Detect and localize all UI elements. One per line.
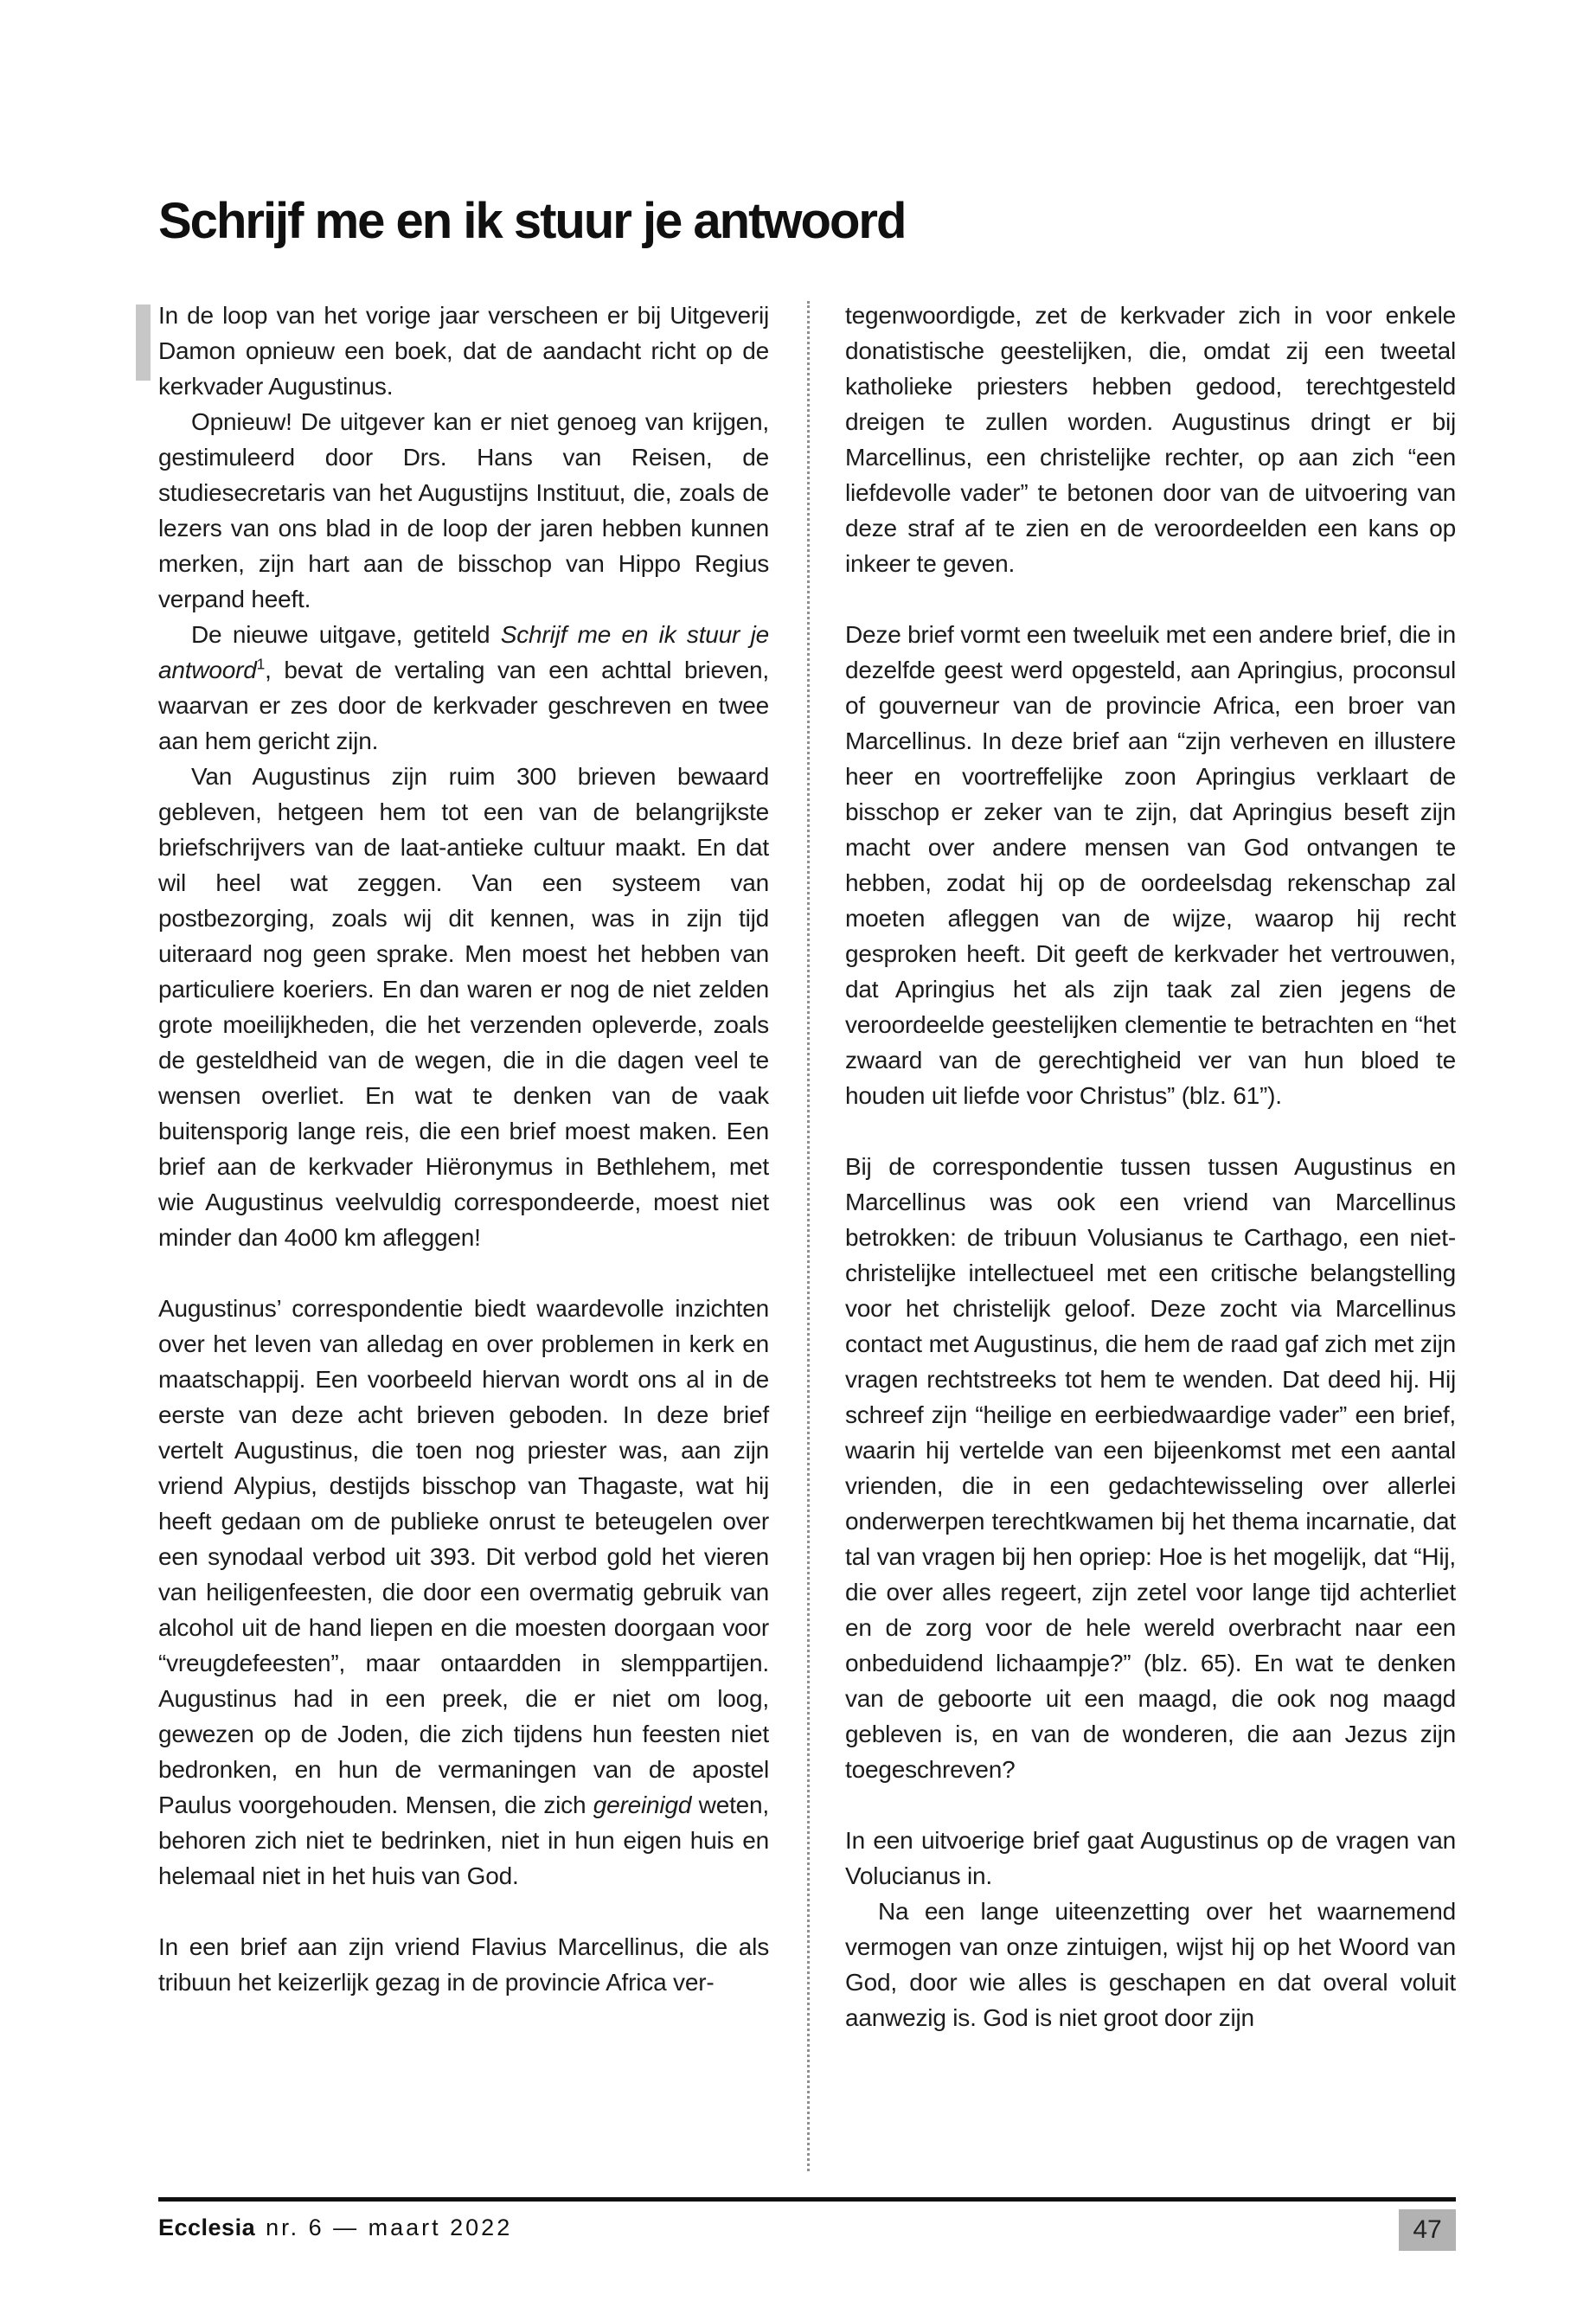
text-segment: Opnieuw! De uitgever kan er niet genoeg van krijgen, gestimuleerd door Drs. Hans van Reisen, de studiesecretaris van het Augustijns Instituut, die, zoals de lezers van ons blad in de loop der jaren hebben kunnen merken, zijn hart aan de bisschop van Hippo Regius verpand heeft. <box>158 408 769 612</box>
text-segment: Van Augustinus zijn ruim 300 brieven bewaard gebleven, hetgeen hem tot een van de belangrijkste briefschrijvers van de laat-antieke cultuur maakt. En dat wil heel wat zeggen. Van een systeem van postbezorging, zoals wij dit kennen, was in zijn tijd uiteraard nog geen sprake. Men moest het hebben van particuliere koeriers. En dan waren er nog de niet zelden grote moeilijkheden, die het verzenden opleverde, zoals de gesteldheid van de wegen, die in die dagen veel te wensen overliet. En wat te denken van de vaak buitensporig lange reis, die een brief moest maken. Een brief aan de kerkvader Hiëronymus in Bethlehem, met wie Augustinus veelvuldig correspondeerde, moest niet minder dan 4o00 km afleggen! <box>158 763 769 1251</box>
text-segment: De nieuwe uitgave, getiteld <box>191 621 501 648</box>
text-segment: weten, behoren zich niet te bedrinken, niet in hun eigen huis en helemaal niet in het huis van God. <box>158 1791 769 1889</box>
text-segment: Na een lange uiteenzetting over het waarnemend vermogen van onze zintuigen, wijst hij op het Woord van God, door wie alles is geschapen en dat overal voluit aanwezig is. God is niet groot door zijn <box>845 1898 1456 2031</box>
paragraph <box>158 298 769 404</box>
issue-info: nr. 6 — maart 2022 <box>266 2214 513 2240</box>
footnote-marker: 1 <box>256 655 266 673</box>
paragraph <box>845 298 1456 581</box>
paragraph <box>845 1149 1456 1787</box>
accent-bar <box>136 304 151 381</box>
text-segment: Schrijf me en ik stuur je antwoord <box>158 621 769 683</box>
paragraph <box>158 759 769 1255</box>
article-title: Schrijf me en ik stuur je antwoord <box>158 193 906 249</box>
paragraph <box>158 617 769 759</box>
paragraph <box>845 1894 1456 2035</box>
footer-rule <box>158 2197 1456 2202</box>
paragraph <box>845 617 1456 1113</box>
page-number-badge <box>1399 2209 1456 2251</box>
paragraph <box>158 404 769 617</box>
text-segment: Deze brief vormt een tweeluik met een andere brief, die in dezelfde geest werd opgesteld, aan Apringius, proconsul of gouverneur van de provincie Africa, een broer van Marcellinus. In deze brief aan “zijn verheven en illustere heer en voortreffelijke zoon Apringius verklaart de bisschop er zeker van te zijn, dat Apringius beseft zijn macht over andere mensen van God ontvangen te hebben, zodat hij op de oordeelsdag rekenschap zal moeten afleggen van de wijze, waarop hij recht gesproken heeft. Dit geeft de kerkvader het vertrouwen, dat Apringius het als zijn taak zal zien jegens de veroordeelde geestelijken clementie te betrachten en “het zwaard van de gerechtigheid ver van hun bloed te houden uit liefde voor Christus” (blz. 61”). <box>845 621 1456 1109</box>
article-body <box>158 298 1456 2183</box>
text-segment: In een brief aan zijn vriend Flavius Marcellinus, die als tribuun het keizerlijk gezag in de provincie Africa ver- <box>158 1933 769 1996</box>
footer <box>158 2204 1456 2251</box>
text-segment: In de loop van het vorige jaar verscheen er bij Uitgeverij Damon opnieuw een boek, dat de aandacht richt op de kerkvader Augustinus. <box>158 302 769 400</box>
right-column <box>845 298 1456 2183</box>
footer-journal-info <box>158 2204 512 2241</box>
text-segment: Augustinus’ correspondentie biedt waardevolle inzichten over het leven van alledag en over problemen in kerk en maatschappij. Een voorbeeld hiervan wordt ons al in de eerste van deze acht brieven geboden. In deze brief vertelt Augustinus, die toen nog priester was, aan zijn vriend Alypius, destijds bisschop van Thagaste, wat hij heeft gedaan om de publieke onrust te beteugelen over een synodaal verbod uit 393. Dit verbod gold het vieren van heiligenfeesten, die door een overmatig gebruik van alcohol uit de hand liepen en die moesten doorgaan voor “vreugdefeesten”, maar ontaardden in slemppartijen. Augustinus had in een preek, die er niet om loog, gewezen op de Joden, die zich tijdens hun feesten niet bedronken, en hun de vermaningen van de apostel Paulus voorgehouden. Mensen, die zich <box>158 1295 769 1818</box>
column-divider <box>769 298 845 2183</box>
text-segment: Bij de correspondentie tussen tussen Augustinus en Marcellinus was ook een vriend van Marcellinus betrokken: de tribuun Volusianus te Carthago, een niet-christelijke intellectueel met een critische belangstelling voor het christelijk geloof. Deze zocht via Marcellinus contact met Augustinus, die hem de raad gaf zich met zijn vragen rechtstreeks tot hem te wenden. Dat deed hij. Hij schreef zijn “heilige en eerbiedwaardige vader” een brief, waarin hij vertelde van een bijeenkomst met een aantal vrienden, die in een gedachtewisseling over allerlei onderwerpen terechtkwamen bij het thema incarnatie, dat tal van vragen bij hen opriep: Hoe is het mogelijk, dat “Hij, die over alles regeert, zijn zetel voor lange tijd achterliet en de zorg voor de hele wereld overbracht naar een onbeduidend lichaampje?” (blz. 65). En wat te denken van de geboorte uit een maagd, die ook nog maagd gebleven is, en van de wonderen, die aan Jezus zijn toegeschreven? <box>845 1153 1456 1783</box>
text-segment: In een uitvoerige brief gaat Augustinus op de vragen van Volucianus in. <box>845 1827 1456 1889</box>
paragraph <box>158 1929 769 2000</box>
text-segment: , bevat de vertaling van een achttal brieven, waarvan er zes door de kerkvader geschreven en twee aan hem gericht zijn. <box>158 657 769 754</box>
journal-name: Ecclesia <box>158 2214 256 2240</box>
page-number: 47 <box>1413 2215 1442 2244</box>
paragraph <box>158 1291 769 1894</box>
text-segment: tegenwoordigde, zet de kerkvader zich in voor enkele donatistische geestelijken, die, omdat zij een tweetal katholieke priesters hebben gedood, terechtgesteld dreigen te zullen worden. Augustinus dringt er bij Marcellinus, een christelijke rechter, op aan zich “een liefdevolle vader” te betonen door van de uitvoering van deze straf af te zien en de veroordeelden een kans op inkeer te geven. <box>845 302 1456 577</box>
paragraph <box>845 1823 1456 1894</box>
text-segment: gereinigd <box>593 1791 692 1818</box>
left-column <box>158 298 769 2183</box>
